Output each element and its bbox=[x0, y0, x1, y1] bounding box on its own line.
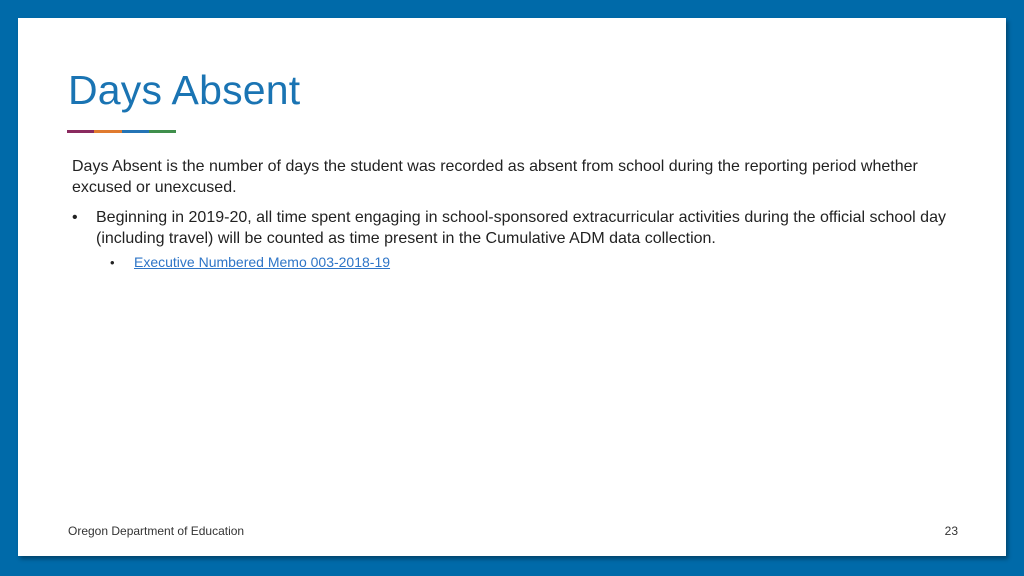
bullet-icon: • bbox=[72, 209, 78, 226]
page-number: 23 bbox=[944, 524, 958, 538]
bullet-item bbox=[72, 207, 972, 249]
accent-bar-segment bbox=[67, 130, 94, 133]
accent-bar-segment bbox=[149, 130, 176, 133]
title-accent-bar bbox=[67, 130, 176, 133]
footer-organization: Oregon Department of Education bbox=[68, 524, 245, 538]
memo-link[interactable]: Executive Numbered Memo 003-2018-19 bbox=[134, 254, 391, 270]
slide-body bbox=[72, 156, 972, 272]
slide-card bbox=[18, 18, 1006, 556]
accent-bar-segment bbox=[122, 130, 149, 133]
sub-bullet-icon: • bbox=[110, 255, 115, 270]
bullet-text: Beginning in 2019-20, all time spent engaging in school-sponsored extracurricular activities during the official school day (including travel) will be counted as time present in the Cumulative ADM data collection. bbox=[96, 209, 946, 247]
intro-paragraph: Days Absent is the number of days the student was recorded as absent from school during the reporting period whether excused or unexcused. bbox=[72, 158, 918, 196]
slide-title: Days Absent bbox=[68, 67, 301, 113]
accent-bar-segment bbox=[94, 130, 121, 133]
sub-bullet-item bbox=[110, 253, 972, 272]
